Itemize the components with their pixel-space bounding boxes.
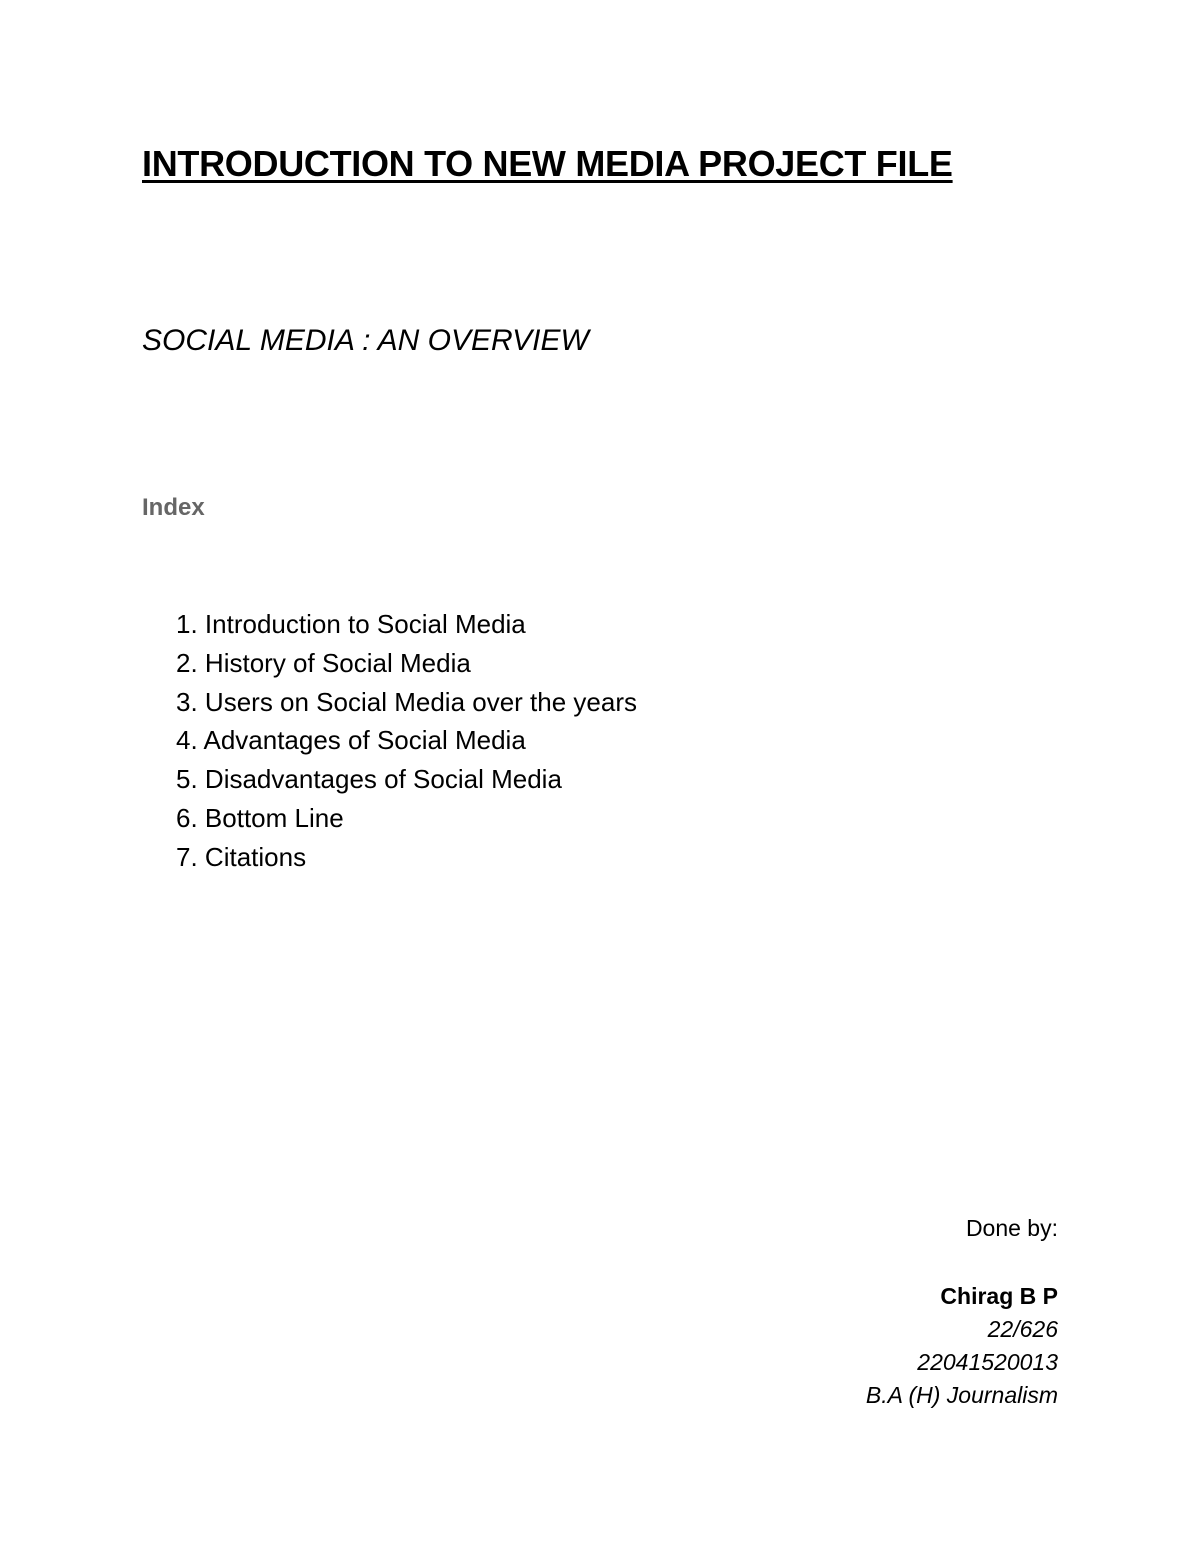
- enrollment-number: 22041520013: [917, 1349, 1058, 1375]
- index-item-label: Disadvantages of Social Media: [204, 764, 562, 795]
- roll-number: 22/626: [987, 1316, 1058, 1342]
- index-item-number: 7.: [176, 841, 198, 872]
- document-title: INTRODUCTION TO NEW MEDIA PROJECT FILE: [142, 143, 953, 184]
- index-item-number: 3.: [176, 686, 198, 717]
- index-item-label: Citations: [204, 841, 307, 872]
- index-item-label: History of Social Media: [204, 647, 471, 678]
- index-item: [176, 838, 637, 877]
- index-item-number: 1.: [176, 609, 198, 639]
- index-item: [176, 683, 637, 722]
- index-item-label: Introduction to Social Media: [204, 609, 526, 639]
- index-item: [176, 799, 637, 838]
- index-item-label: Bottom Line: [204, 802, 344, 833]
- course-name: B.A (H) Journalism: [865, 1382, 1058, 1408]
- index-heading: Index: [142, 494, 205, 521]
- index-item-number: 5.: [176, 764, 198, 795]
- index-item-number: 2.: [176, 647, 198, 678]
- document-subtitle: SOCIAL MEDIA : AN OVERVIEW: [142, 324, 589, 357]
- signature-block: [866, 1212, 1058, 1412]
- index-item: [176, 605, 637, 644]
- index-item-number: 6.: [176, 802, 198, 833]
- index-item: [176, 721, 637, 760]
- index-list: [176, 605, 637, 877]
- index-item: [176, 760, 637, 799]
- index-item-label: Users on Social Media over the years: [204, 686, 638, 717]
- author-name: Chirag B P: [940, 1283, 1058, 1309]
- index-item-label: Advantages of Social Media: [203, 725, 526, 756]
- index-item-number: 4.: [176, 725, 198, 756]
- index-item: [176, 644, 637, 683]
- done-by-label: Done by:: [965, 1215, 1058, 1241]
